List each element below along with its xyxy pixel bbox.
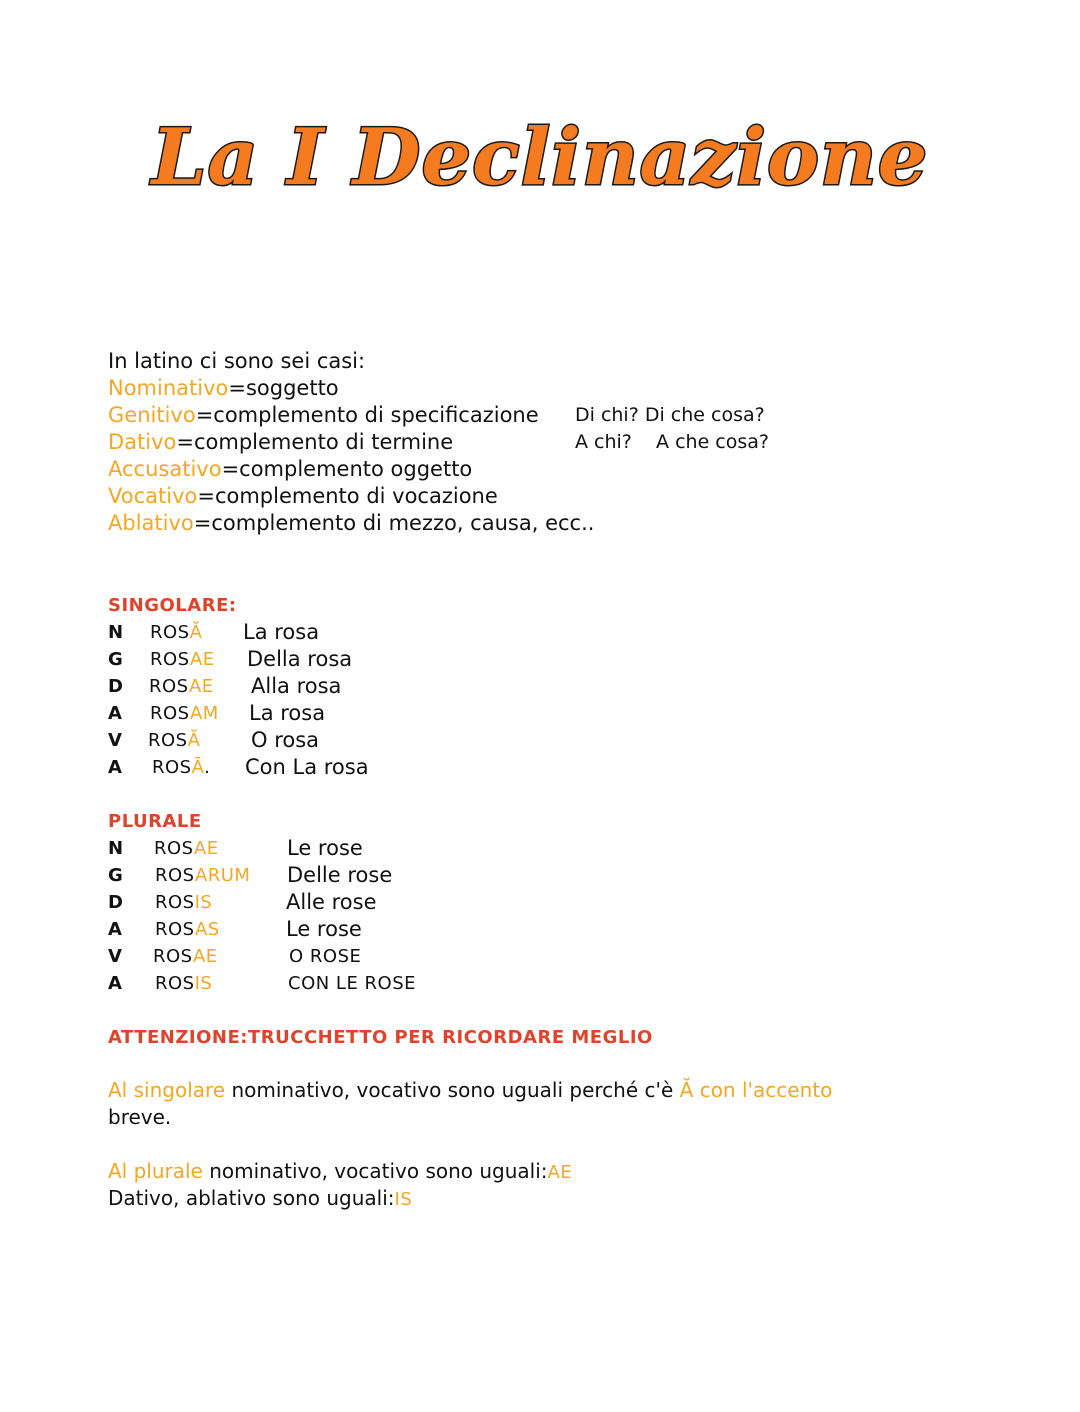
translation: O rosa (251, 728, 320, 752)
stem: ROS (153, 946, 193, 967)
genitivo-question: Di chi? Di che cosa? (575, 404, 765, 426)
tip-paragraph-3 (108, 1185, 412, 1213)
latin-form (153, 943, 218, 970)
case-desc: =soggetto (228, 376, 339, 400)
case-letter: D (108, 892, 123, 913)
ending: Ă (187, 730, 201, 751)
case-letter: N (108, 622, 124, 643)
latin-form (152, 754, 210, 781)
plurale-heading: PLURALE (108, 811, 202, 832)
stem: ROS (152, 757, 192, 778)
case-dativo (108, 429, 453, 456)
stem: ROS (150, 703, 190, 724)
tip-paragraph-2 (108, 1158, 572, 1186)
case-name: Dativo (108, 430, 177, 454)
case-name: Vocativo (108, 484, 198, 508)
case-name: Genitivo (108, 403, 196, 427)
case-name: Ablativo (108, 511, 194, 535)
case-nominativo (108, 375, 339, 402)
ending: AM (189, 703, 219, 724)
stem: ROS (155, 892, 195, 913)
case-desc: =complemento di mezzo, causa, ecc.. (193, 511, 595, 535)
stem: ROS (149, 676, 189, 697)
translation: Delle rose (287, 863, 393, 887)
tip-lead: Al singolare (108, 1078, 226, 1102)
case-letter: V (108, 730, 122, 751)
latin-form (155, 970, 212, 997)
tip-paragraph-1-line-2: breve. (108, 1105, 172, 1129)
case-genitivo (108, 402, 539, 429)
case-letter: D (108, 676, 123, 697)
case-letter: G (108, 865, 123, 886)
translation: Le rose (286, 917, 362, 941)
case-desc: =complemento di specificazione (195, 403, 539, 427)
tip-mark: Ă (679, 1078, 694, 1102)
latin-form (148, 727, 200, 754)
case-letter: G (108, 649, 123, 670)
translation: La rosa (243, 620, 320, 644)
ending: AE (188, 676, 214, 697)
page-title: La I Declinazione (151, 112, 929, 203)
ending: AE (192, 946, 218, 967)
case-letter: A (108, 973, 122, 994)
translation: Le rose (287, 836, 363, 860)
stem: ROS (154, 838, 194, 859)
tip-ending: AE (547, 1162, 573, 1183)
case-letter: A (108, 703, 122, 724)
translation: CON LE ROSE (288, 973, 417, 994)
tip-heading: ATTENZIONE:TRUCCHETTO PER RICORDARE MEGLIO (108, 1027, 653, 1048)
latin-form (150, 700, 219, 727)
latin-form (150, 619, 202, 646)
translation: Della rosa (247, 647, 353, 671)
tip-text: Dativo, ablativo sono uguali: (108, 1186, 395, 1210)
ending: AE (189, 649, 215, 670)
ending: AE (193, 838, 219, 859)
case-desc: =complemento di vocazione (197, 484, 498, 508)
stem: ROS (155, 865, 195, 886)
translation: Con La rosa (245, 755, 369, 779)
ending: IS (194, 973, 213, 994)
latin-form (149, 673, 214, 700)
dativo-question: A chi? A che cosa? (575, 431, 769, 453)
singolare-heading: SINGOLARE: (108, 595, 237, 616)
case-accusativo (108, 456, 472, 483)
case-name: Accusativo (108, 457, 222, 481)
case-vocativo (108, 483, 498, 510)
ending: Ā (191, 757, 205, 778)
stem: ROS (148, 730, 188, 751)
stem: ROS (150, 622, 190, 643)
ending: AS (194, 919, 220, 940)
ending: Ă (189, 622, 203, 643)
case-name: Nominativo (108, 376, 229, 400)
latin-form (155, 889, 212, 916)
tip-lead: Al plurale (108, 1159, 203, 1183)
case-desc: =complemento oggetto (221, 457, 473, 481)
tip-ending: IS (394, 1189, 413, 1210)
case-letter: A (108, 919, 122, 940)
case-letter: A (108, 757, 122, 778)
translation: O ROSE (289, 946, 362, 967)
tip-paragraph-1 (108, 1077, 832, 1104)
intro-heading: In latino ci sono sei casi: (108, 349, 366, 373)
translation: La rosa (249, 701, 326, 725)
case-desc: =complemento di termine (176, 430, 454, 454)
ending: IS (194, 892, 213, 913)
case-letter: V (108, 946, 122, 967)
ending-tail: . (204, 757, 211, 778)
ending: ARUM (194, 865, 251, 886)
stem: ROS (155, 973, 195, 994)
latin-form (155, 862, 250, 889)
tip-text: nominativo, vocativo sono uguali: (202, 1159, 548, 1183)
latin-form (155, 916, 220, 943)
case-letter: N (108, 838, 124, 859)
stem: ROS (150, 649, 190, 670)
latin-form (154, 835, 219, 862)
latin-form (150, 646, 215, 673)
translation: Alla rosa (251, 674, 342, 698)
tip-text: nominativo, vocativo sono uguali perché c'è (225, 1078, 680, 1102)
tip-tail: con l'accento (693, 1078, 833, 1102)
case-ablativo (108, 510, 594, 537)
translation: Alle rose (286, 890, 377, 914)
stem: ROS (155, 919, 195, 940)
